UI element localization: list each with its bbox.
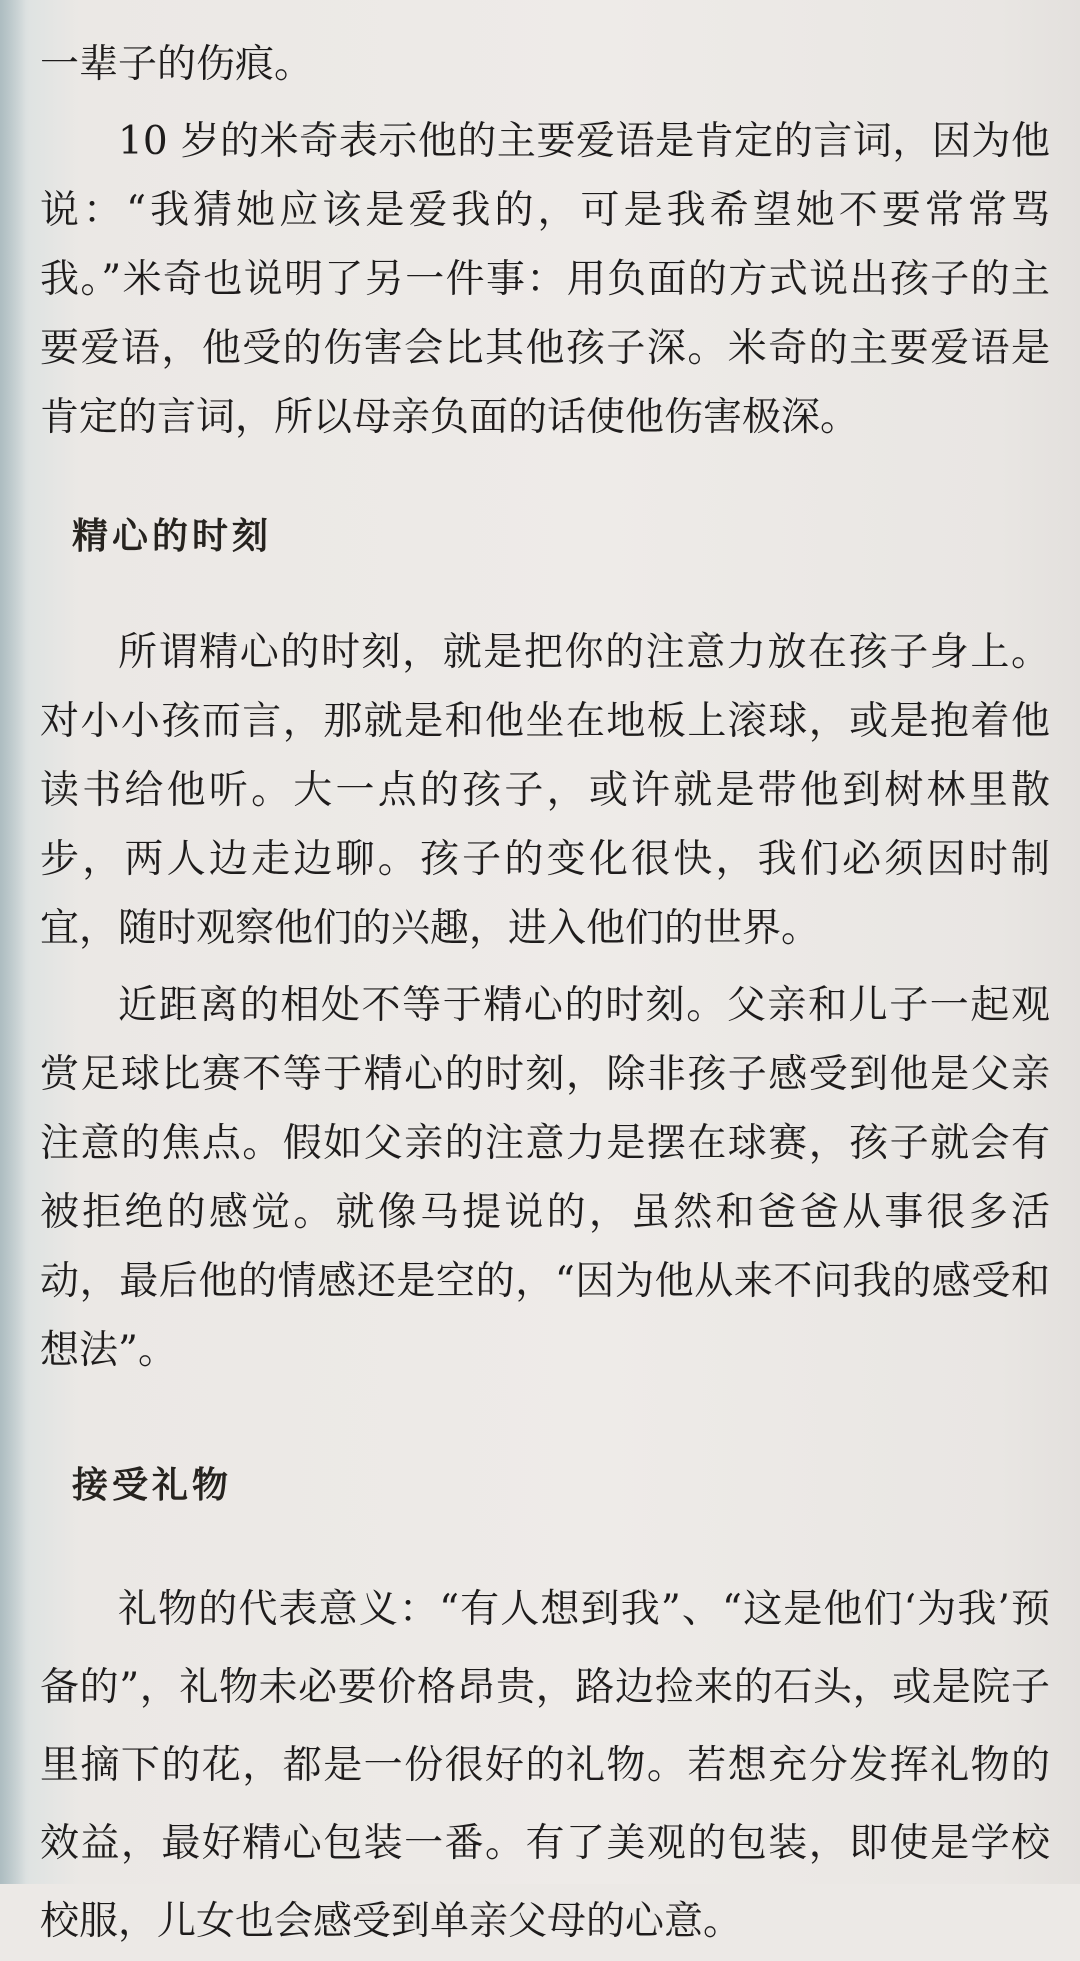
section-heading-receiving-gifts: 接受礼物 xyxy=(72,1464,233,1506)
paragraph-quality-time-1: 所谓精心的时刻，就是把你的注意力放在孩子身上。对小小孩而言，那就是和他坐在地板上滚球，或是抱着他读书给他听。大一点的孩子，或许就是带他到树林里散步，两人边走边聊。孩子的变化很快，我们必须因时制宜，随时观察他们的兴趣，进入他们的世界。 xyxy=(40,630,1050,951)
paragraph-gifts: 礼物的代表意义：“有人想到我”、“这是他们‘为我’预备的”，礼物未必要价格昂贵，路边捡来的石头，或是院子里摘下的花，都是一份很好的礼物。若想充分发挥礼物的效益，最好精心包装一番。有了美观的包装，即使是学校校服，儿女也会感受到单亲父母的心意。 xyxy=(40,1587,1050,1944)
paragraph-continuation: 一辈子的伤痕。 xyxy=(40,42,314,87)
section-heading-quality-time: 精心的时刻 xyxy=(72,515,273,557)
paragraph-quality-time-2: 近距离的相处不等于精心的时刻。父亲和儿子一起观赏足球比赛不等于精心的时刻，除非孩子感受到他是父亲注意的焦点。假如父亲的注意力是摆在球赛，孩子就会有被拒绝的感觉。就像马提说的，虽然和爸爸从事很多活动，最后他的情感还是空的，“因为他从来不问我的感受和想法”。 xyxy=(40,983,1050,1373)
paragraph-miqi: 10 岁的米奇表示他的主要爱语是肯定的言词，因为他说：“我猜她应该是爱我的，可是我希望她不要常常骂我。”米奇也说明了另一件事：用负面的方式说出孩子的主要爱语，他受的伤害会比其他孩子深。米奇的主要爱语是肯定的言词，所以母亲负面的话使他伤害极深。 xyxy=(40,119,1050,440)
page-text xyxy=(40,30,1050,1961)
